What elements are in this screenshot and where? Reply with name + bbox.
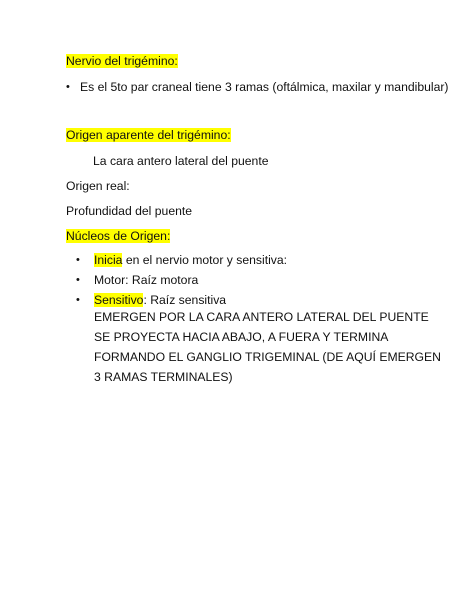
nucleos-item-inicia	[94, 253, 287, 268]
nucleos-item-sensitivo	[94, 293, 226, 308]
bullet-icon: •	[76, 274, 80, 286]
sensitivo-body-line: 3 RAMAS TERMINALES)	[94, 370, 233, 384]
bullet-icon: •	[66, 81, 70, 93]
origen-real-text: Profundidad del puente	[66, 204, 193, 218]
heading-nervio-text: Nervio del trigémino:	[66, 54, 178, 68]
bullet-icon: •	[76, 254, 80, 266]
nucleos-item-motor: Motor: Raíz motora	[94, 273, 199, 287]
origen-aparente-text: La cara antero lateral del puente	[93, 154, 269, 168]
sensitivo-rest: : Raíz sensitiva	[143, 293, 227, 307]
bullet-icon: •	[76, 294, 80, 306]
sensitivo-body-line: FORMANDO EL GANGLIO TRIGEMINAL (DE AQUÍ EMERGEN	[94, 350, 441, 364]
heading-nervio	[66, 54, 178, 69]
heading-nucleos-text: Núcleos de Origen:	[66, 229, 171, 243]
inicia-highlight: Inicia	[94, 253, 123, 267]
heading-origen-aparente	[66, 128, 231, 143]
sensitivo-highlight: Sensitivo	[94, 293, 144, 307]
inicia-rest: en el nervio motor y sensitiva:	[122, 253, 288, 267]
heading-nucleos	[66, 229, 170, 244]
origen-real-label: Origen real:	[66, 179, 130, 193]
sensitivo-body-line: SE PROYECTA HACIA ABAJO, A FUERA Y TERMINA	[94, 330, 389, 344]
sensitivo-body-line: EMERGEN POR LA CARA ANTERO LATERAL DEL PUENTE	[94, 310, 429, 324]
heading-origen-aparente-text: Origen aparente del trigémino:	[66, 128, 231, 142]
bullet-ramas: Es el 5to par craneal tiene 3 ramas (oftálmica, maxilar y mandibular)	[80, 80, 449, 94]
